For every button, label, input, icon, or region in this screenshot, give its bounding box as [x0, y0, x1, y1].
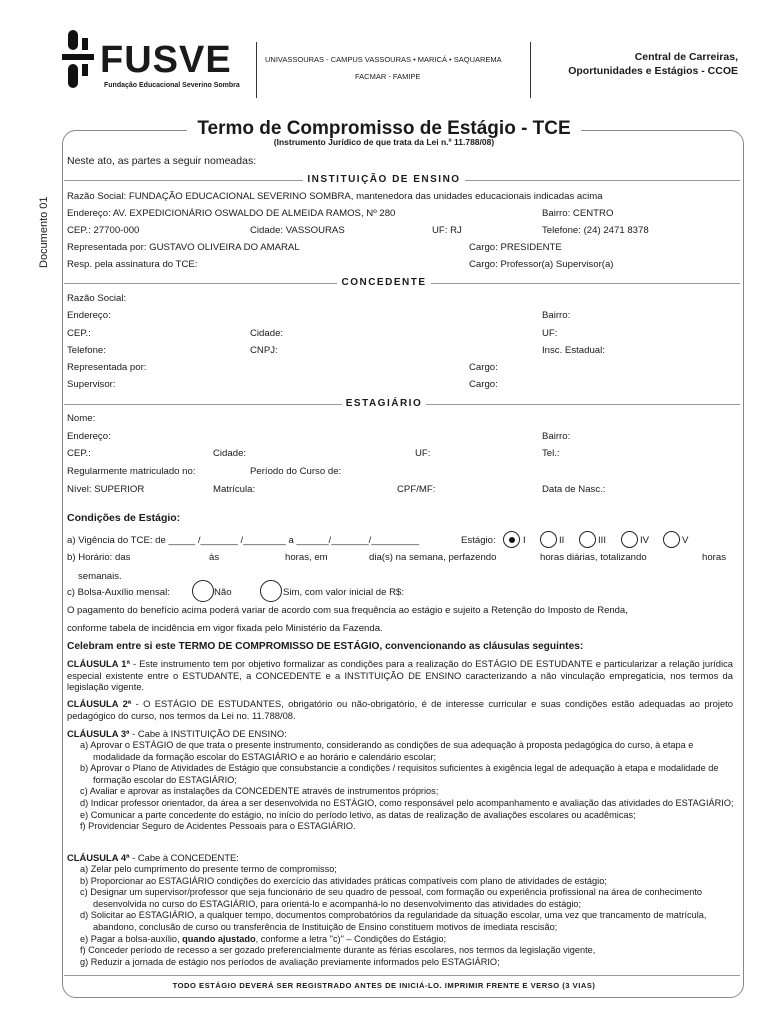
clausula-3-title: CLÁUSULA 3ª	[67, 728, 130, 739]
header-divider	[256, 42, 257, 98]
concedente-insc-estadual[interactable]: Insc. Estadual:	[542, 345, 605, 356]
list-item: a) Aprovar o ESTÁGIO de que trata o presente instrumento, considerando as condições de sua adequação à proposta pedagógica do curso, à etapa e modalidade da formação escolar do ESTAGIÁRIO e ao horário e calendário escolar;	[80, 740, 694, 762]
instituicao-endereco: Endereço: AV. EXPEDICIONÁRIO OSWALDO DE ALMEIDA RAMOS, Nº 280	[67, 208, 396, 219]
section-instituicao-label: INSTITUIÇÃO DE ENSINO	[303, 174, 464, 185]
estagiario-nasc[interactable]: Data de Nasc.:	[542, 484, 606, 495]
section-instituicao	[0, 174, 768, 186]
instituicao-telefone: Telefone: (24) 2471 8378	[542, 225, 649, 236]
estagio-radio-v[interactable]	[663, 531, 680, 548]
section-concedente	[0, 277, 768, 289]
section-estagiario	[0, 398, 768, 410]
section-estagiario-label: ESTAGIÁRIO	[342, 398, 426, 409]
clausula-1-title: CLÁUSULA 1ª	[67, 658, 130, 669]
concedente-cep[interactable]: CEP.:	[67, 328, 91, 339]
estagiario-cep[interactable]: CEP.:	[67, 448, 91, 459]
estagio-radio-iv[interactable]	[621, 531, 638, 548]
pagamento-text-1: O pagamento do benefício acima poderá variar de acordo com sua frequência ao estágio e sujeito a Retenção do Imposto de Renda,	[67, 605, 628, 616]
instituicao-cidade: Cidade: VASSOURAS	[250, 225, 345, 236]
clausula-2	[67, 698, 733, 721]
estagiario-matricula[interactable]: Matrícula:	[213, 484, 256, 495]
instituicao-representada: Representada por: GUSTAVO OLIVEIRA DO AMARAL	[67, 242, 300, 253]
clausula-3-text: - Cabe à INSTITUIÇÃO DE ENSINO:	[129, 728, 287, 739]
concedente-representada[interactable]: Representada por:	[67, 362, 147, 373]
list-item: c) Designar um supervisor/professor que seja funcionário de seu quadro de pessoal, com formação ou experiência profissional na área de conhecimento desenvolvida no curso do ESTAGIÁRIO, para orientá-lo e acompanhá-lo no desenvolvimento das atividades do estágio;	[80, 887, 703, 909]
bolsa-radio-sim[interactable]	[260, 580, 282, 602]
horario-as: às	[209, 552, 220, 563]
instituicao-cargo: Cargo: PRESIDENTE	[469, 242, 562, 253]
list-item: e) Comunicar a parte concedente do estágio, no início do período letivo, as datas de realização de avaliações escolares ou acadêmicas;	[80, 809, 636, 820]
horario-label: b) Horário: das	[67, 552, 131, 563]
document-subtitle: (Instrumento Jurídico de que trata da Lei n.º 11.788/08)	[273, 137, 495, 147]
section-concedente-label: CONCEDENTE	[337, 277, 430, 288]
bolsa-nao-label: Não	[214, 587, 232, 598]
list-item: f) Conceder período de recesso a ser gozado preferencialmente durante as férias escolares, nos termos da legislação vigente,	[80, 945, 596, 956]
concedente-telefone[interactable]: Telefone:	[67, 345, 106, 356]
estagiario-tel[interactable]: Tel.:	[542, 448, 560, 459]
campus-line-1: UNIVASSOURAS - CAMPUS VASSOURAS • MARICÁ • SAQUAREMA	[265, 55, 502, 64]
estagio-radio-iii[interactable]	[579, 531, 596, 548]
horario-semanais: semanais.	[78, 571, 122, 582]
clausula-4-list	[80, 864, 735, 968]
header-divider	[530, 42, 531, 98]
horario-horas: horas	[702, 552, 726, 563]
estagiario-endereco[interactable]: Endereço:	[67, 431, 111, 442]
fusve-logo-icon	[62, 30, 94, 88]
estagio-option-v: V	[682, 535, 689, 546]
clausula-4-text: - Cabe à CONCEDENTE:	[129, 852, 239, 863]
concedente-razao[interactable]: Razão Social:	[67, 293, 127, 304]
estagiario-cidade[interactable]: Cidade:	[213, 448, 247, 459]
side-label: Documento 01	[38, 196, 50, 268]
concedente-endereco[interactable]: Endereço:	[67, 310, 111, 321]
concedente-cnpj[interactable]: CNPJ:	[250, 345, 278, 356]
pagamento-text-2: conforme tabela de incidência em vigor fixada pelo Ministério da Fazenda.	[67, 623, 383, 634]
vigencia-field[interactable]: a) Vigência do TCE: de _____ /_______ /________ a ______/_______/_________	[67, 535, 420, 546]
bolsa-label: c) Bolsa-Auxílio mensal:	[67, 587, 170, 598]
clausula-1	[67, 658, 733, 693]
item-e-post: , conforme a letra "c)" – Condições do Estágio;	[255, 933, 447, 944]
list-item: b) Aprovar o Plano de Atividades de Estágio que consubstancie a condições / requisitos suficientes à exigência legal de adequação à etapa e modalidade de formação escolar do ESTAGIÁRIO;	[80, 763, 719, 785]
logo-text: FUSVE	[100, 39, 232, 81]
bolsa-radio-nao[interactable]	[192, 580, 214, 602]
instituicao-resp: Resp. pela assinatura do TCE:	[67, 259, 198, 270]
ccoe-line-1: Central de Carreiras,	[634, 51, 738, 63]
clausula-4	[67, 852, 733, 864]
estagiario-nome[interactable]: Nome:	[67, 413, 96, 424]
horario-diarias: horas diárias, totalizando	[540, 552, 647, 563]
list-item	[80, 934, 735, 946]
item-e-bold: quando ajustado	[182, 933, 256, 944]
estagiario-cpf[interactable]: CPF/MF:	[397, 484, 436, 495]
document-title-text: Termo de Compromisso de Estágio - TCE	[187, 118, 580, 139]
estagiario-uf[interactable]: UF:	[415, 448, 431, 459]
estagio-radio-ii[interactable]	[540, 531, 557, 548]
list-item: d) Indicar professor orientador, da área a ser desenvolvida no ESTÁGIO, como responsável pelo acompanhamento e avaliação das atividades do ESTAGIÁRIO;	[80, 797, 734, 808]
list-item: f) Providenciar Seguro de Acidentes Pessoais para o ESTAGIÁRIO.	[80, 821, 356, 832]
list-item: g) Reduzir a jornada de estágio nos períodos de avaliação previamente informados pelo ESTAGIÁRIO;	[80, 956, 500, 967]
concedente-cargo[interactable]: Cargo:	[469, 362, 498, 373]
estagiario-matriculado[interactable]: Regularmente matriculado no:	[67, 466, 196, 477]
instituicao-cep: CEP.: 27700-000	[67, 225, 140, 236]
concedente-supervisor[interactable]: Supervisor:	[67, 379, 116, 390]
concedente-uf[interactable]: UF:	[542, 328, 558, 339]
footer-note: TODO ESTÁGIO DEVERÁ SER REGISTRADO ANTES DE INICIÁ-LO. IMPRIMIR FRENTE E VERSO (3 VIAS)	[172, 981, 596, 990]
intro-text: Neste ato, as partes a seguir nomeadas:	[67, 155, 257, 167]
list-item: b) Proporcionar ao ESTAGIÁRIO condições do exercício das atividades práticas compatíveis com plano de atividades de estágio;	[80, 875, 607, 886]
clausula-1-text: - Este instrumento tem por objetivo formalizar as condições para a realização do ESTÁGIO DE ESTUDANTE e particularizar a relação jurídica especial existente entre o ESTUDANTE, a CONCEDENTE e a INSTITUIÇÃO DE ENSINO caracterizando a não vinculação empregatícia, nos termos da legislação vigente.	[67, 658, 733, 693]
estagiario-periodo[interactable]: Período do Curso de:	[250, 466, 342, 477]
clausula-2-title: CLÁUSULA 2ª	[67, 698, 132, 709]
clausula-3	[67, 728, 733, 740]
estagio-label: Estágio:	[461, 535, 496, 546]
instituicao-razao: Razão Social: FUNDAÇÃO EDUCACIONAL SEVERINO SOMBRA, mantenedora das unidades educacionais indicadas acima	[67, 191, 603, 202]
condicoes-heading: Condições de Estágio:	[67, 512, 181, 524]
clausula-3-list	[80, 740, 735, 833]
ccoe-line-2: Oportunidades e Estágios - CCOE	[568, 65, 738, 77]
list-item: c) Avaliar e aprovar as instalações da CONCEDENTE através de instrumentos próprios;	[80, 786, 439, 797]
logo-subtitle: Fundação Educacional Severino Sombra	[104, 82, 240, 89]
concedente-cargo-supervisor[interactable]: Cargo:	[469, 379, 498, 390]
estagio-option-ii: II	[559, 535, 565, 546]
instituicao-uf: UF: RJ	[432, 225, 462, 236]
instituicao-bairro: Bairro: CENTRO	[542, 208, 614, 219]
list-item: a) Zelar pelo cumprimento do presente termo de compromisso;	[80, 864, 337, 874]
radio-selected-dot	[509, 537, 515, 543]
clausula-4-title: CLÁUSULA 4ª	[67, 852, 130, 863]
campus-line-2: FACMAR - FAMIPE	[355, 72, 421, 81]
clausula-2-text: - O ESTÁGIO DE ESTUDANTES, obrigatório ou não-obrigatório, é de interesse curricular e suas condições estão adequadas ao projeto pedagógico do curso, nos termos da Lei no. 11.788/08.	[67, 698, 734, 721]
concedente-bairro[interactable]: Bairro:	[542, 310, 571, 321]
footer-divider	[64, 975, 740, 976]
item-e-pre: e) Pagar a bolsa-auxílio,	[80, 933, 183, 944]
celebram-text: Celebram entre si este TERMO DE COMPROMISSO DE ESTÁGIO, convencionando as cláusulas seguintes:	[67, 641, 584, 652]
bolsa-sim-label: Sim, com valor inicial de R$:	[283, 587, 405, 598]
instituicao-cargo-resp: Cargo: Professor(a) Supervisor(a)	[469, 259, 614, 270]
horario-horas-em: horas, em	[285, 552, 328, 563]
ccoe-heading	[568, 50, 738, 78]
horario-dias: dia(s) na semana, perfazendo	[369, 552, 497, 563]
estagio-option-iv: IV	[640, 535, 650, 546]
estagiario-nivel: Nível: SUPERIOR	[67, 484, 145, 495]
estagio-option-i: I	[523, 535, 526, 546]
estagiario-bairro[interactable]: Bairro:	[542, 431, 571, 442]
list-item: d) Solicitar ao ESTAGIÁRIO, a qualquer tempo, documentos comprobatórios da regularidade da situação escolar, uma vez que trancamento de matrícula, abandono, conclusão de curso ou transferência de Instituição de Ensino constituem motivos de imediata rescisão;	[80, 910, 707, 932]
concedente-cidade[interactable]: Cidade:	[250, 328, 284, 339]
estagio-option-iii: III	[598, 535, 606, 546]
